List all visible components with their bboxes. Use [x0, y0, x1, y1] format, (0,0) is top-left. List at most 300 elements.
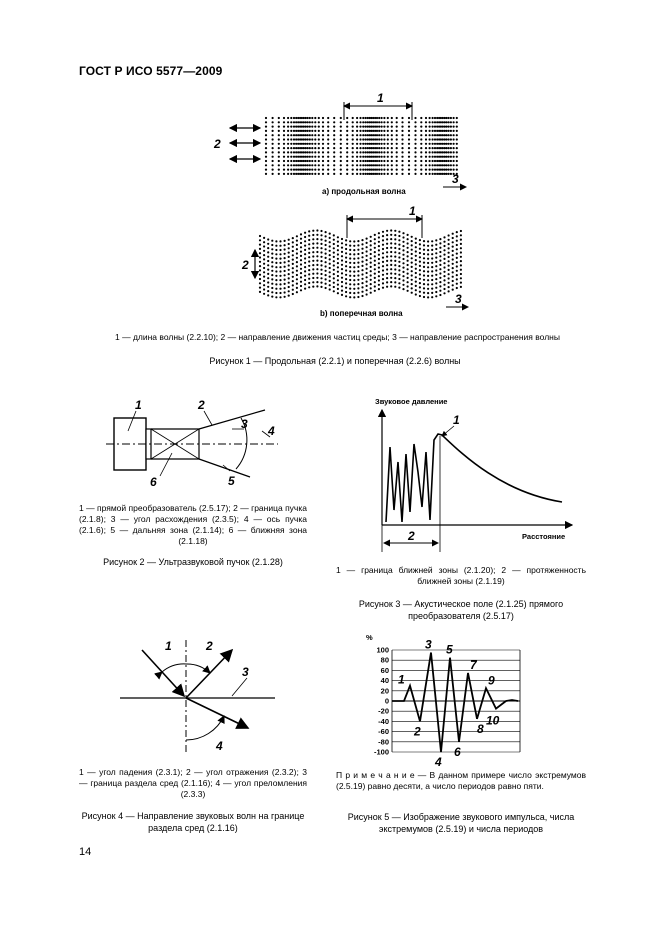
- particle-dot: [434, 169, 436, 171]
- particle-dot: [414, 121, 416, 123]
- particle-dot: [390, 255, 392, 257]
- particle-dot: [435, 269, 437, 271]
- particle-dot: [378, 254, 380, 256]
- particle-dot: [436, 160, 438, 162]
- particle-dot: [357, 292, 359, 294]
- particle-dot: [387, 169, 389, 171]
- particle-dot: [434, 143, 436, 145]
- particle-dot: [362, 156, 364, 158]
- particle-dot: [398, 252, 400, 254]
- particle-dot: [420, 173, 422, 175]
- particle-dot: [402, 275, 404, 277]
- particle-dot: [322, 151, 324, 153]
- particle-dot: [401, 147, 403, 149]
- particle-dot: [396, 121, 398, 123]
- particle-dot: [366, 289, 368, 291]
- particle-dot: [443, 271, 445, 273]
- particle-dot: [293, 151, 295, 153]
- particle-dot: [460, 269, 462, 271]
- particle-dot: [311, 143, 313, 145]
- particle-dot: [271, 283, 273, 285]
- particle-dot: [367, 173, 369, 175]
- particle-dot: [316, 285, 318, 287]
- particle-dot: [435, 261, 437, 263]
- particle-dot: [275, 253, 277, 255]
- particle-dot: [267, 256, 269, 258]
- particle-dot: [431, 279, 433, 281]
- particle-dot: [314, 130, 316, 132]
- particle-dot: [311, 117, 313, 119]
- particle-dot: [312, 286, 314, 288]
- extremum-label-3: 3: [425, 637, 432, 652]
- particle-dot: [432, 169, 434, 171]
- particle-dot: [431, 296, 433, 298]
- particle-dot: [448, 265, 450, 267]
- particle-dot: [333, 121, 335, 123]
- fig5-pulse-curve: [392, 653, 518, 752]
- particle-dot: [304, 249, 306, 251]
- particle-dot: [275, 266, 277, 268]
- particle-dot: [353, 262, 355, 264]
- particle-dot: [452, 267, 454, 269]
- particle-dot: [401, 169, 403, 171]
- particle-dot: [444, 121, 446, 123]
- particle-dot: [394, 256, 396, 258]
- particle-dot: [442, 164, 444, 166]
- particle-dot: [300, 289, 302, 291]
- particle-dot: [305, 173, 307, 175]
- particle-dot: [431, 270, 433, 272]
- particle-dot: [278, 169, 280, 171]
- particle-dot: [402, 284, 404, 286]
- particle-dot: [425, 173, 427, 175]
- particle-dot: [407, 290, 409, 292]
- particle-dot: [288, 264, 290, 266]
- particle-dot: [448, 247, 450, 249]
- particle-dot: [432, 151, 434, 153]
- particle-dot: [374, 156, 376, 158]
- particle-dot: [340, 138, 342, 140]
- particle-dot: [283, 173, 285, 175]
- particle-dot: [436, 169, 438, 171]
- particle-dot: [374, 251, 376, 253]
- particle-dot: [287, 156, 289, 158]
- particle-dot: [429, 121, 431, 123]
- particle-dot: [337, 245, 339, 247]
- particle-dot: [305, 164, 307, 166]
- particle-dot: [340, 143, 342, 145]
- particle-dot: [362, 169, 364, 171]
- particle-dot: [278, 173, 280, 175]
- particle-dot: [287, 160, 289, 162]
- particle-dot: [460, 256, 462, 258]
- particle-dot: [432, 121, 434, 123]
- particle-dot: [390, 285, 392, 287]
- particle-dot: [349, 270, 351, 272]
- particle-dot: [272, 117, 274, 119]
- particle-dot: [293, 160, 295, 162]
- particle-dot: [272, 126, 274, 128]
- particle-dot: [443, 262, 445, 264]
- particle-dot: [402, 236, 404, 238]
- particle-dot: [419, 269, 421, 271]
- particle-dot: [311, 134, 313, 136]
- particle-dot: [297, 151, 299, 153]
- particle-dot: [314, 156, 316, 158]
- particle-dot: [448, 117, 450, 119]
- particle-dot: [333, 138, 335, 140]
- particle-dot: [305, 147, 307, 149]
- particle-dot: [346, 130, 348, 132]
- particle-dot: [381, 130, 383, 132]
- particle-dot: [367, 160, 369, 162]
- particle-dot: [450, 121, 452, 123]
- particle-dot: [456, 143, 458, 145]
- particle-dot: [349, 240, 351, 242]
- particle-dot: [383, 173, 385, 175]
- particle-dot: [415, 272, 417, 274]
- particle-dot: [372, 130, 374, 132]
- particle-dot: [318, 173, 320, 175]
- particle-dot: [279, 258, 281, 260]
- particle-dot: [279, 266, 281, 268]
- particle-dot: [325, 257, 327, 259]
- particle-dot: [293, 147, 295, 149]
- particle-dot: [316, 268, 318, 270]
- particle-dot: [414, 143, 416, 145]
- particle-dot: [340, 130, 342, 132]
- y-tick-label: -100: [373, 747, 389, 757]
- particle-dot: [265, 151, 267, 153]
- particle-dot: [434, 151, 436, 153]
- particle-dot: [376, 126, 378, 128]
- particle-dot: [303, 147, 305, 149]
- particle-dot: [436, 130, 438, 132]
- extremum-label-10: 10: [486, 713, 500, 728]
- particle-dot: [275, 283, 277, 285]
- particle-dot: [423, 249, 425, 251]
- particle-dot: [325, 265, 327, 267]
- fig4-label-3: 3: [242, 665, 249, 679]
- particle-dot: [448, 160, 450, 162]
- particle-dot: [411, 249, 413, 251]
- particle-dot: [322, 173, 324, 175]
- particle-dot: [378, 258, 380, 260]
- particle-dot: [432, 143, 434, 145]
- particle-dot: [284, 296, 286, 298]
- particle-dot: [333, 126, 335, 128]
- particle-dot: [367, 164, 369, 166]
- particle-dot: [287, 169, 289, 171]
- particle-dot: [366, 250, 368, 252]
- particle-dot: [308, 256, 310, 258]
- particle-dot: [333, 252, 335, 254]
- particle-dot: [337, 262, 339, 264]
- particle-dot: [320, 230, 322, 232]
- particle-dot: [341, 277, 343, 279]
- particle-dot: [293, 138, 295, 140]
- particle-dot: [279, 270, 281, 272]
- particle-dot: [365, 173, 367, 175]
- fig5-grid: [392, 650, 520, 752]
- particle-dot: [407, 285, 409, 287]
- particle-dot: [443, 266, 445, 268]
- particle-dot: [362, 164, 364, 166]
- particle-dot: [453, 156, 455, 158]
- particle-dot: [396, 156, 398, 158]
- particle-dot: [297, 147, 299, 149]
- particle-dot: [378, 130, 380, 132]
- fig2-label-5: 5: [228, 474, 235, 488]
- particle-dot: [391, 143, 393, 145]
- particle-dot: [267, 290, 269, 292]
- particle-dot: [359, 147, 361, 149]
- particle-dot: [284, 261, 286, 263]
- extremum-label-8: 8: [477, 721, 484, 736]
- particle-dot: [267, 260, 269, 262]
- figure1-legend: 1 — длина волны (2.2.10); 2 — направление движения частиц среды; 3 — направление распространения волны: [115, 332, 560, 342]
- particle-dot: [394, 277, 396, 279]
- particle-dot: [308, 230, 310, 232]
- particle-dot: [444, 138, 446, 140]
- particle-dot: [414, 151, 416, 153]
- fig1-label-2a: 2: [214, 137, 221, 151]
- particle-dot: [357, 279, 359, 281]
- particle-dot: [443, 292, 445, 294]
- particle-dot: [259, 278, 261, 280]
- particle-dot: [318, 143, 320, 145]
- particle-dot: [442, 160, 444, 162]
- particle-dot: [353, 275, 355, 277]
- particle-dot: [452, 250, 454, 252]
- particle-dot: [407, 247, 409, 249]
- particle-dot: [279, 292, 281, 294]
- transverse-wave-dots: [259, 229, 462, 298]
- particle-dot: [383, 134, 385, 136]
- particle-dot: [419, 261, 421, 263]
- particle-dot: [327, 130, 329, 132]
- particle-dot: [300, 285, 302, 287]
- particle-dot: [346, 164, 348, 166]
- particle-dot: [382, 287, 384, 289]
- particle-dot: [390, 268, 392, 270]
- particle-dot: [439, 285, 441, 287]
- y-tick-label: -20: [378, 706, 389, 716]
- particle-dot: [432, 164, 434, 166]
- particle-dot: [387, 164, 389, 166]
- particle-dot: [442, 130, 444, 132]
- particle-dot: [427, 271, 429, 273]
- particle-dot: [398, 235, 400, 237]
- particle-dot: [293, 117, 295, 119]
- particle-dot: [352, 147, 354, 149]
- particle-dot: [442, 117, 444, 119]
- particle-dot: [345, 278, 347, 280]
- particle-dot: [411, 266, 413, 268]
- particle-dot: [307, 147, 309, 149]
- particle-dot: [333, 234, 335, 236]
- particle-dot: [352, 138, 354, 140]
- particle-dot: [345, 291, 347, 293]
- particle-dot: [341, 242, 343, 244]
- particle-dot: [322, 117, 324, 119]
- particle-dot: [293, 134, 295, 136]
- particle-dot: [297, 143, 299, 145]
- particle-dot: [312, 238, 314, 240]
- particle-dot: [327, 126, 329, 128]
- y-tick-label: 60: [380, 665, 389, 675]
- particle-dot: [427, 296, 429, 298]
- particle-dot: [431, 275, 433, 277]
- particle-dot: [427, 288, 429, 290]
- particle-dot: [386, 256, 388, 258]
- particle-dot: [267, 286, 269, 288]
- particle-dot: [307, 169, 309, 171]
- particle-dot: [429, 117, 431, 119]
- particle-dot: [448, 273, 450, 275]
- particle-dot: [378, 232, 380, 234]
- particle-dot: [415, 293, 417, 295]
- particle-dot: [423, 257, 425, 259]
- particle-dot: [378, 160, 380, 162]
- particle-dot: [387, 126, 389, 128]
- particle-dot: [346, 117, 348, 119]
- particle-dot: [436, 138, 438, 140]
- particle-dot: [460, 243, 462, 245]
- particle-dot: [432, 156, 434, 158]
- particle-dot: [349, 296, 351, 298]
- particle-dot: [303, 156, 305, 158]
- particle-dot: [327, 169, 329, 171]
- fig4-label-2: 2: [206, 639, 213, 653]
- particle-dot: [411, 262, 413, 264]
- particle-dot: [407, 268, 409, 270]
- particle-dot: [349, 288, 351, 290]
- particle-dot: [434, 147, 436, 149]
- particle-dot: [452, 271, 454, 273]
- particle-dot: [366, 272, 368, 274]
- particle-dot: [308, 248, 310, 250]
- particle-dot: [391, 160, 393, 162]
- particle-dot: [429, 160, 431, 162]
- particle-dot: [309, 160, 311, 162]
- particle-dot: [423, 253, 425, 255]
- particle-dot: [288, 256, 290, 258]
- particle-dot: [408, 117, 410, 119]
- particle-dot: [278, 121, 280, 123]
- particle-dot: [345, 244, 347, 246]
- particle-dot: [367, 134, 369, 136]
- particle-dot: [367, 169, 369, 171]
- particle-dot: [345, 257, 347, 259]
- particle-dot: [370, 240, 372, 242]
- particle-dot: [429, 130, 431, 132]
- particle-dot: [283, 164, 285, 166]
- particle-dot: [390, 260, 392, 262]
- particle-dot: [296, 283, 298, 285]
- particle-dot: [356, 173, 358, 175]
- particle-dot: [300, 255, 302, 257]
- particle-dot: [296, 270, 298, 272]
- particle-dot: [320, 273, 322, 275]
- particle-dot: [307, 117, 309, 119]
- particle-dot: [390, 234, 392, 236]
- particle-dot: [381, 126, 383, 128]
- particle-dot: [378, 262, 380, 264]
- particle-dot: [263, 284, 265, 286]
- particle-dot: [381, 143, 383, 145]
- particle-dot: [341, 259, 343, 261]
- particle-dot: [296, 240, 298, 242]
- particle-dot: [443, 279, 445, 281]
- particle-dot: [312, 277, 314, 279]
- particle-dot: [453, 138, 455, 140]
- particle-dot: [318, 130, 320, 132]
- particle-dot: [325, 235, 327, 237]
- particle-dot: [382, 257, 384, 259]
- particle-dot: [391, 117, 393, 119]
- particle-dot: [357, 249, 359, 251]
- particle-dot: [435, 287, 437, 289]
- particle-dot: [325, 287, 327, 289]
- particle-dot: [452, 280, 454, 282]
- particle-dot: [367, 117, 369, 119]
- particle-dot: [423, 283, 425, 285]
- particle-dot: [263, 276, 265, 278]
- particle-dot: [309, 164, 311, 166]
- particle-dot: [304, 266, 306, 268]
- particle-dot: [300, 242, 302, 244]
- particle-dot: [436, 147, 438, 149]
- particle-dot: [429, 143, 431, 145]
- particle-dot: [411, 287, 413, 289]
- particle-dot: [439, 255, 441, 257]
- particle-dot: [278, 156, 280, 158]
- particle-dot: [382, 231, 384, 233]
- particle-dot: [296, 278, 298, 280]
- particle-dot: [450, 134, 452, 136]
- particle-dot: [398, 269, 400, 271]
- particle-dot: [284, 287, 286, 289]
- particle-dot: [431, 288, 433, 290]
- particle-dot: [366, 246, 368, 248]
- particle-dot: [390, 229, 392, 231]
- particle-dot: [345, 282, 347, 284]
- particle-dot: [295, 117, 297, 119]
- particle-dot: [316, 255, 318, 257]
- particle-dot: [398, 278, 400, 280]
- particle-dot: [366, 293, 368, 295]
- particle-dot: [316, 238, 318, 240]
- particle-dot: [387, 173, 389, 175]
- particle-dot: [425, 156, 427, 158]
- particle-dot: [390, 272, 392, 274]
- fig1-label-3a: 3: [452, 172, 459, 186]
- particle-dot: [303, 121, 305, 123]
- particle-dot: [383, 121, 385, 123]
- particle-dot: [365, 160, 367, 162]
- particle-dot: [320, 282, 322, 284]
- particle-dot: [419, 252, 421, 254]
- particle-dot: [372, 134, 374, 136]
- particle-dot: [290, 151, 292, 153]
- particle-dot: [259, 287, 261, 289]
- particle-dot: [361, 282, 363, 284]
- particle-dot: [314, 173, 316, 175]
- particle-dot: [386, 273, 388, 275]
- particle-dot: [429, 156, 431, 158]
- particle-dot: [352, 143, 354, 145]
